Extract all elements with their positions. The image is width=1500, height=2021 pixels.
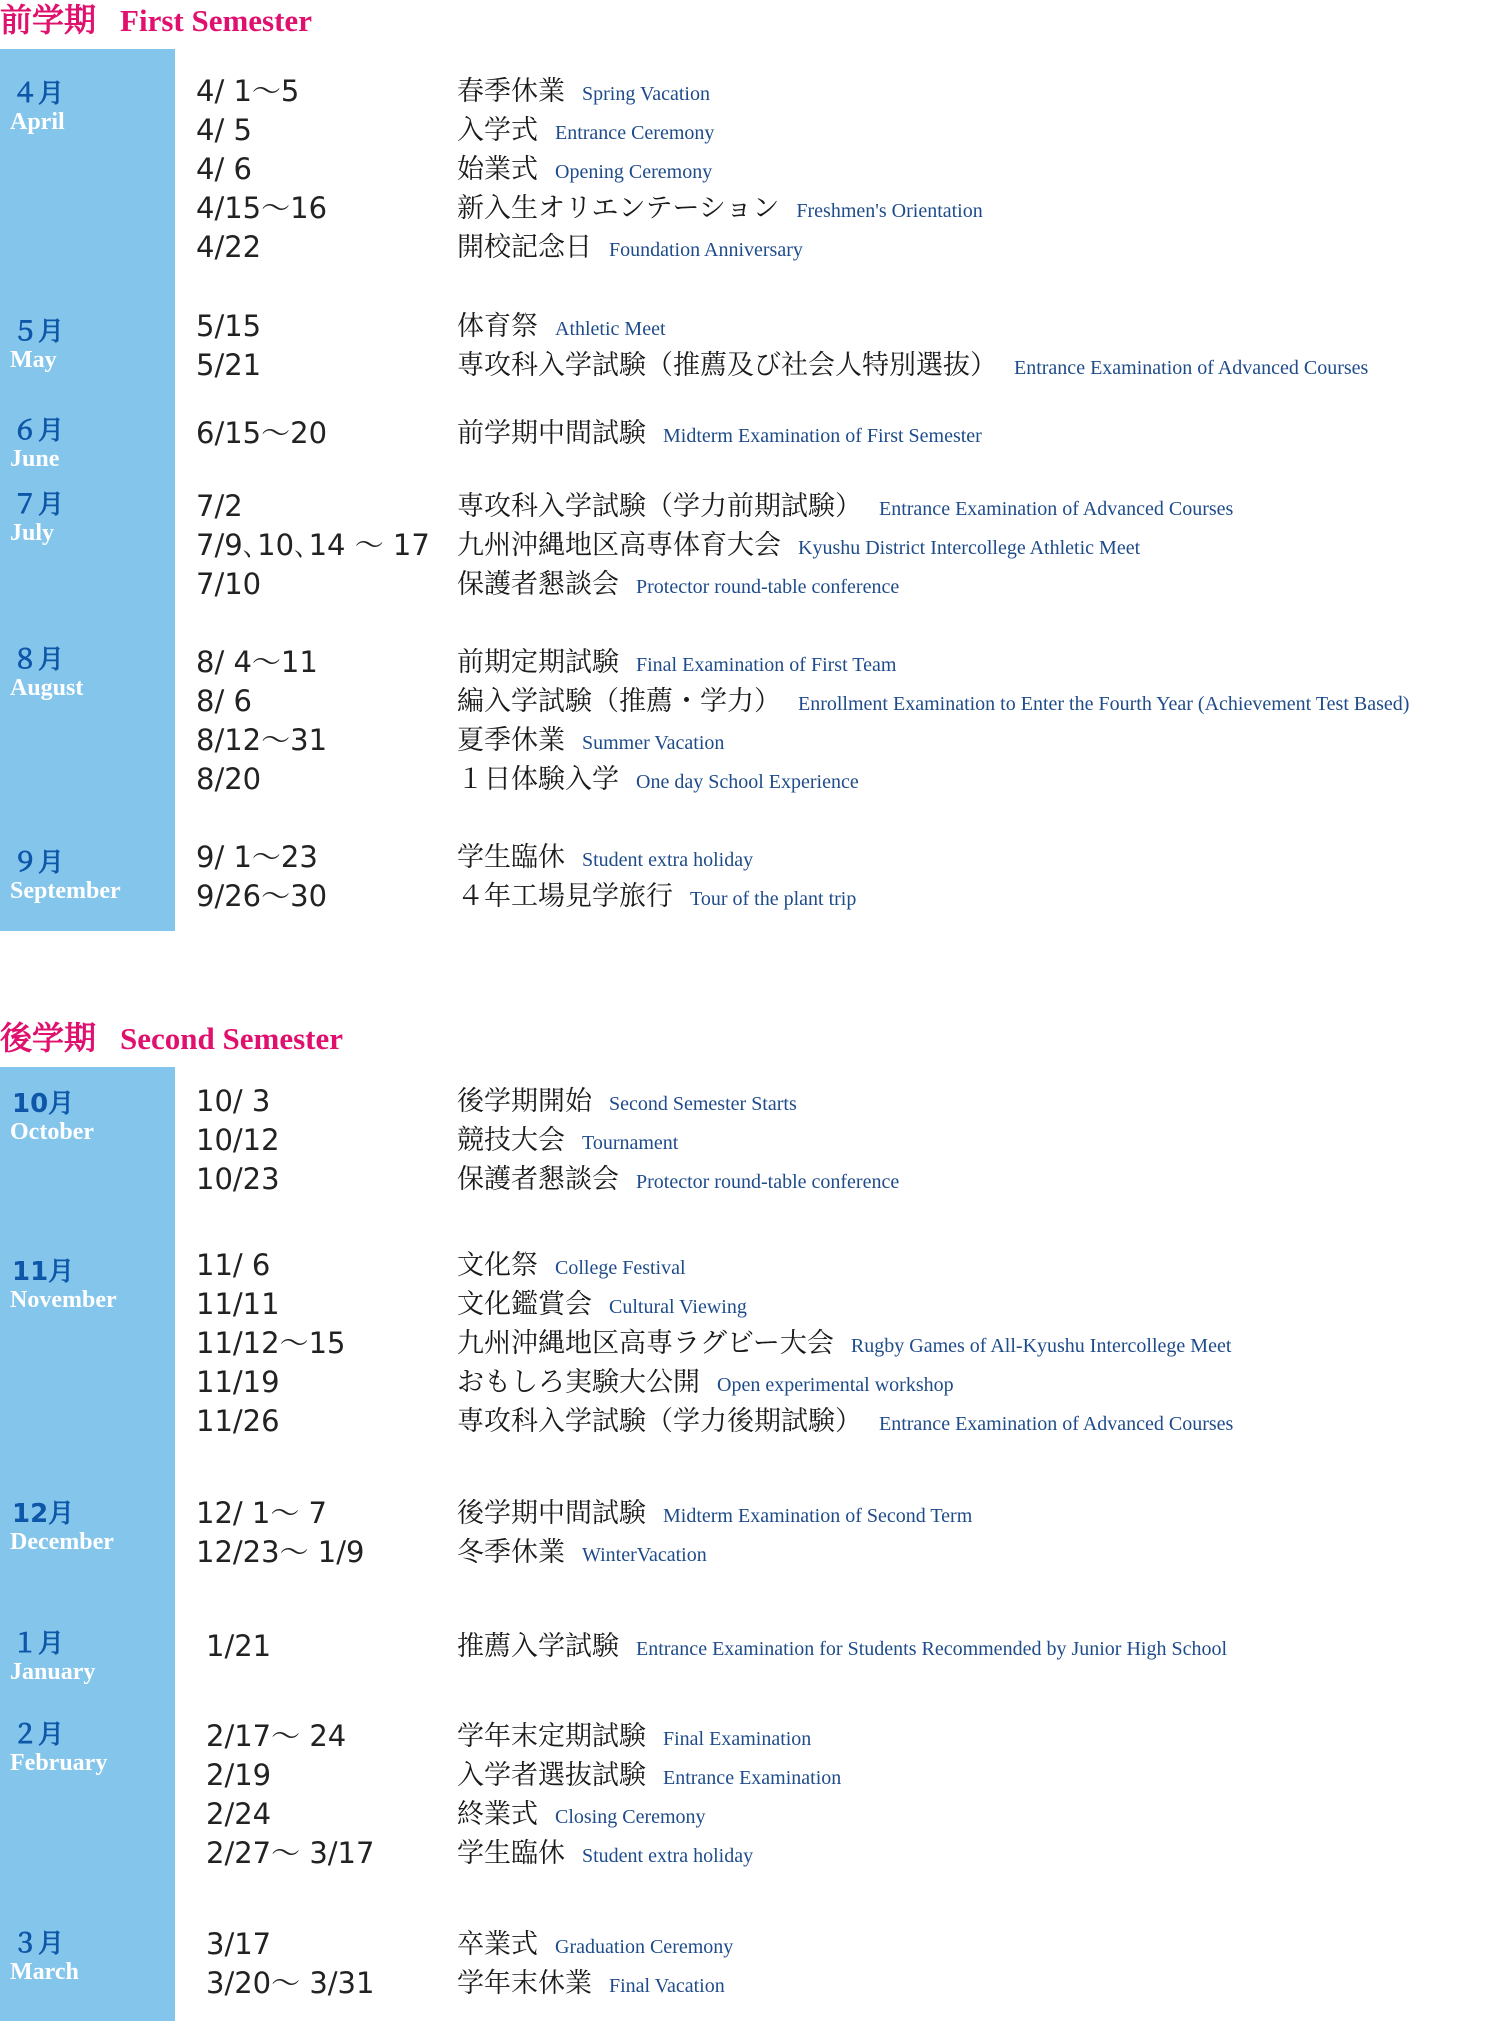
month-jp: ２月 [12, 1720, 65, 1750]
month-label-march [0, 1930, 175, 1986]
event-en: Spring Vacation [582, 83, 710, 105]
event-jp: 学生臨休 [457, 842, 565, 873]
month-en: November [10, 1287, 117, 1313]
event-date: 4/ 1～5 [196, 74, 300, 108]
event-en: One day School Experience [636, 771, 859, 793]
semester-heading-first [0, 0, 312, 41]
event-date: 9/26～30 [196, 879, 328, 913]
month-label-april [0, 80, 175, 136]
event-date: 4/22 [196, 230, 262, 264]
event-date: 7/2 [196, 489, 243, 523]
event-date: 8/ 4～11 [196, 645, 318, 679]
event-en: WinterVacation [582, 1544, 707, 1566]
event-jp: 冬季休業 [457, 1537, 565, 1568]
event-en: Midterm Examination of First Semester [663, 425, 982, 447]
event-desc [457, 1402, 1233, 1444]
event-desc [457, 838, 753, 880]
event-jp: 学年末定期試験 [457, 1721, 646, 1752]
month-label-july [0, 491, 175, 547]
month-label-june [0, 417, 175, 473]
event-date: 5/15 [196, 309, 262, 343]
month-jp: ７月 [12, 490, 65, 520]
month-label-august [0, 646, 175, 702]
event-jp: 卒業式 [457, 1929, 538, 1960]
event-en: Open experimental workshop [717, 1374, 954, 1396]
month-en: April [10, 109, 65, 135]
month-jp: 12月 [12, 1499, 75, 1529]
event-jp: 夏季休業 [457, 725, 565, 756]
event-en: Tour of the plant trip [690, 888, 857, 910]
month-en: June [10, 446, 60, 472]
event-desc [457, 1121, 678, 1163]
event-date: 2/27～ 3/17 [206, 1836, 375, 1870]
month-jp: ８月 [12, 645, 65, 675]
event-date: 11/12～15 [196, 1326, 346, 1360]
event-date: 10/23 [196, 1162, 280, 1196]
event-desc [457, 877, 856, 919]
event-desc [457, 1964, 725, 2006]
event-date: 6/15～20 [196, 416, 328, 450]
event-en: Entrance Examination for Students Recommended by Junior High School [636, 1638, 1227, 1660]
event-jp: おもしろ実験大公開 [457, 1367, 700, 1398]
event-jp: 学年末休業 [457, 1968, 592, 1999]
event-jp: 文化祭 [457, 1250, 538, 1281]
event-en: Midterm Examination of Second Term [663, 1505, 973, 1527]
event-jp: 保護者懇談会 [457, 569, 619, 600]
event-desc [457, 1627, 1227, 1669]
event-desc [457, 1795, 706, 1837]
semester-title-jp: 後学期 [0, 1019, 97, 1057]
event-date: 4/ 6 [196, 152, 252, 186]
event-date: 9/ 1～23 [196, 840, 318, 874]
month-label-november [0, 1258, 175, 1314]
event-date: 10/12 [196, 1123, 280, 1157]
event-en: Enrollment Examination to Enter the Fourth Year (Achievement Test Based) [798, 693, 1410, 715]
event-en: Entrance Examination of Advanced Courses [1014, 357, 1369, 379]
event-desc [457, 643, 896, 685]
event-desc [457, 1756, 841, 1798]
event-jp: 終業式 [457, 1799, 538, 1830]
event-en: Closing Ceremony [555, 1806, 706, 1828]
event-date: 5/21 [196, 348, 262, 382]
event-jp: 編入学試験（推薦・学力） [457, 686, 781, 717]
event-desc [457, 72, 710, 114]
event-jp: 九州沖縄地区高専体育大会 [457, 530, 781, 561]
event-desc [457, 1363, 954, 1405]
month-jp: 11月 [12, 1257, 75, 1287]
event-en: Final Examination [663, 1728, 812, 1750]
event-date: 4/ 5 [196, 113, 252, 147]
month-label-october [0, 1090, 175, 1146]
event-en: Kyushu District Intercollege Athletic Meet [798, 537, 1141, 559]
event-jp: 九州沖縄地区高専ラグビー大会 [457, 1328, 834, 1359]
event-en: Student extra holiday [582, 849, 754, 871]
event-en: Graduation Ceremony [555, 1936, 734, 1958]
event-date: 10/ 3 [196, 1084, 271, 1118]
month-label-january [0, 1630, 175, 1686]
semester-title-jp: 前学期 [0, 1, 97, 39]
month-en: March [10, 1959, 79, 1985]
event-date: 3/20～ 3/31 [206, 1966, 375, 2000]
event-desc [457, 1834, 753, 1876]
event-date: 3/17 [206, 1927, 272, 1961]
event-desc [457, 487, 1233, 529]
month-en: December [10, 1529, 114, 1555]
event-jp: 推薦入学試験 [457, 1631, 619, 1662]
event-jp: 学生臨休 [457, 1838, 565, 1869]
event-jp: 入学式 [457, 115, 538, 146]
event-jp: 前学期中間試験 [457, 418, 646, 449]
event-date: 8/20 [196, 762, 262, 796]
event-desc [457, 1324, 1231, 1366]
event-desc [457, 1082, 797, 1124]
event-date: 2/17～ 24 [206, 1719, 347, 1753]
event-jp: 入学者選抜試験 [457, 1760, 646, 1791]
month-jp: ９月 [12, 848, 65, 878]
event-date: 11/26 [196, 1404, 280, 1438]
event-jp: 文化鑑賞会 [457, 1289, 592, 1320]
event-jp: 競技大会 [457, 1125, 565, 1156]
month-jp: 10月 [12, 1089, 75, 1119]
event-desc [457, 1494, 972, 1536]
event-jp: 春季休業 [457, 76, 565, 107]
event-jp: 後学期開始 [457, 1086, 592, 1117]
event-date: 7/9､10､14 ～ 17 [196, 528, 430, 562]
month-jp: １月 [12, 1629, 65, 1659]
event-date: 12/ 1～ 7 [196, 1496, 328, 1530]
event-desc [457, 1925, 733, 1967]
event-desc [457, 760, 859, 802]
event-jp: 後学期中間試験 [457, 1498, 646, 1529]
event-date: 1/21 [206, 1629, 272, 1663]
event-date: 2/24 [206, 1797, 272, 1831]
event-en: Foundation Anniversary [609, 239, 803, 261]
event-jp: 保護者懇談会 [457, 1164, 619, 1195]
month-en: January [10, 1659, 96, 1685]
event-en: Second Semester Starts [609, 1093, 797, 1115]
event-desc [457, 1533, 707, 1575]
month-jp: ３月 [12, 1929, 65, 1959]
month-en: August [10, 675, 84, 701]
semester-title-en: First Semester [120, 3, 312, 38]
event-date: 12/23～ 1/9 [196, 1535, 365, 1569]
month-label-february [0, 1721, 175, 1777]
event-en: Entrance Examination of Advanced Courses [879, 1413, 1234, 1435]
event-en: Rugby Games of All-Kyushu Intercollege Meet [850, 1335, 1232, 1357]
event-en: Summer Vacation [582, 732, 725, 754]
semester-title-en: Second Semester [120, 1021, 343, 1056]
event-en: Protector round-table conference [636, 576, 900, 598]
event-desc [457, 526, 1140, 568]
event-en: Entrance Ceremony [555, 122, 715, 144]
event-en: Student extra holiday [582, 1845, 754, 1867]
event-desc [457, 1246, 686, 1288]
event-date: 11/11 [196, 1287, 280, 1321]
event-date: 8/12～31 [196, 723, 328, 757]
event-jp: 開校記念日 [457, 232, 592, 263]
event-desc [457, 228, 803, 270]
event-date: 2/19 [206, 1758, 272, 1792]
month-en: July [10, 520, 55, 546]
event-desc [457, 414, 982, 456]
semester-heading-second [0, 1018, 343, 1059]
event-desc [457, 111, 714, 153]
event-jp: 専攻科入学試験（学力前期試験） [457, 491, 862, 522]
event-desc [457, 189, 983, 231]
event-en: Final Examination of First Team [636, 654, 897, 676]
event-jp: 専攻科入学試験（学力後期試験） [457, 1406, 862, 1437]
event-en: College Festival [555, 1257, 686, 1279]
event-en: Opening Ceremony [555, 161, 713, 183]
event-jp: 始業式 [457, 154, 538, 185]
event-desc [457, 565, 899, 607]
event-desc [457, 307, 666, 349]
event-en: Entrance Examination of Advanced Courses [879, 498, 1234, 520]
month-en: May [10, 347, 57, 373]
event-jp: ４年工場見学旅行 [457, 881, 673, 912]
month-jp: ４月 [12, 79, 65, 109]
event-en: Entrance Examination [663, 1767, 842, 1789]
event-date: 11/ 6 [196, 1248, 271, 1282]
month-jp: ５月 [12, 317, 65, 347]
event-date: 4/15～16 [196, 191, 328, 225]
event-date: 7/10 [196, 567, 262, 601]
event-desc [457, 1160, 899, 1202]
month-en: February [10, 1750, 108, 1776]
event-desc [457, 1285, 747, 1327]
month-label-september [0, 849, 175, 905]
month-en: September [10, 878, 121, 904]
event-jp: 専攻科入学試験（推薦及び社会人特別選抜） [457, 350, 997, 381]
event-desc [457, 1717, 811, 1759]
month-jp: ６月 [12, 416, 65, 446]
event-en: Tournament [582, 1132, 679, 1154]
event-desc [457, 150, 712, 192]
event-date: 8/ 6 [196, 684, 252, 718]
month-label-may [0, 318, 175, 374]
event-en: Cultural Viewing [609, 1296, 747, 1318]
event-date: 11/19 [196, 1365, 280, 1399]
event-jp: 前期定期試験 [457, 647, 619, 678]
event-en: Protector round-table conference [636, 1171, 900, 1193]
event-en: Final Vacation [609, 1975, 725, 1997]
event-jp: 新入生オリエンテーション [457, 193, 780, 224]
event-desc [457, 346, 1368, 388]
event-desc [457, 682, 1409, 724]
event-jp: １日体験入学 [457, 764, 619, 795]
event-desc [457, 721, 724, 763]
event-jp: 体育祭 [457, 311, 538, 342]
event-en: Freshmen's Orientation [796, 200, 983, 222]
month-label-december [0, 1500, 175, 1556]
month-en: October [10, 1119, 94, 1145]
event-en: Athletic Meet [555, 318, 666, 340]
